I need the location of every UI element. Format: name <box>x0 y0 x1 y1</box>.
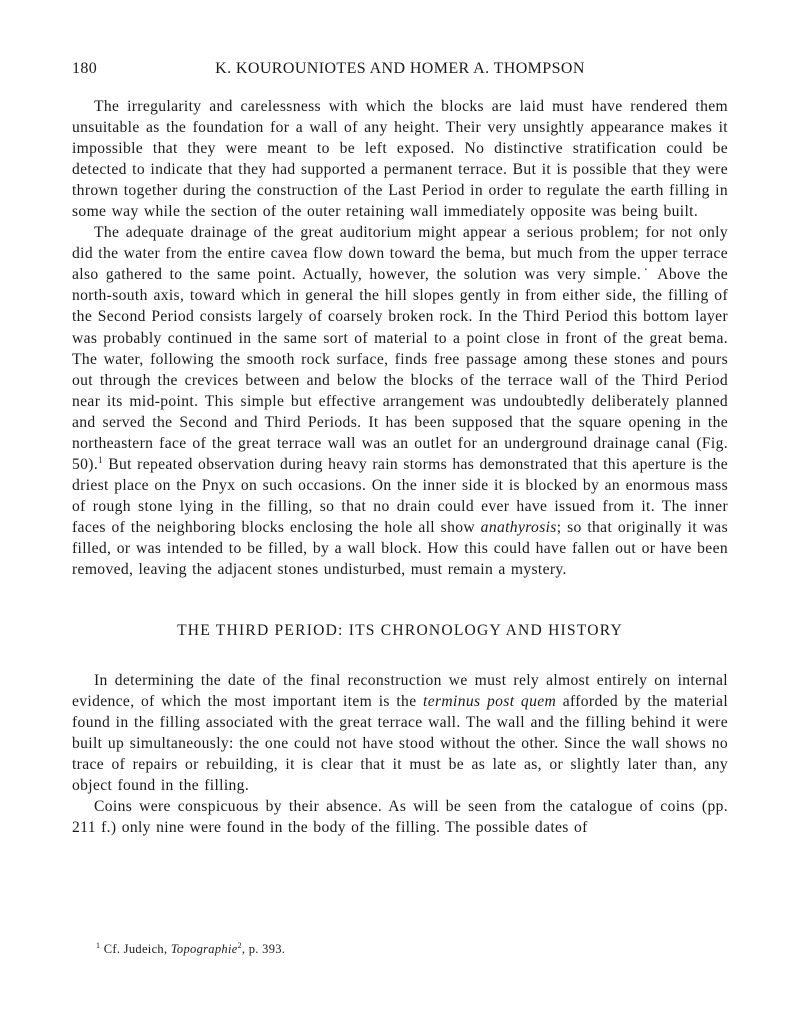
paragraph-3-part-2: afforded by the material found in the filling associated with the great terrace wall. The wall and the filling behind it were built up simultaneously: the one could not have stood without the other. Since the wall shows no trace of repairs or rebuilding, it is clear that it must be as late as, or slightly later than, any object found in the filling. <box>72 693 728 795</box>
italic-term-anathyrosis: anathyrosis <box>480 518 557 536</box>
footnote-mark: 1 <box>96 940 101 950</box>
paragraph-4: Coins were conspicuous by their absence. As will be seen from the catalogue of coins (pp. 211 f.) only nine were found in the body of the filling. The possible dates of <box>72 798 728 837</box>
footnote <box>96 942 726 957</box>
paragraph-3 <box>72 670 728 796</box>
section-heading: THE THIRD PERIOD: ITS CHRONOLOGY AND HISTORY <box>177 622 623 640</box>
footnote-italic-title: Topographie <box>170 942 238 956</box>
page-number: 180 <box>72 60 98 77</box>
paragraph-2 <box>72 222 728 580</box>
running-title: K. KOUROUNIOTES AND HOMER A. THOMPSON <box>215 60 585 77</box>
paragraph-3-part-1: In determining the date of the final reconstruction we must rely almost entirely on internal evidence, of which the most important item is the <box>72 672 728 711</box>
footnote-reference[interactable]: 1 <box>98 454 103 465</box>
paragraph-2-part-3: ; so that originally it was filled, or was intended to be filled, by a wall block. How this could have fallen out or have been removed, leaving the adjacent stones undisturbed, must remain a mystery. <box>72 518 728 579</box>
paragraph-2-part-2: But repeated observation during heavy rain storms has demonstrated that this aperture is the driest place on the Pnyx on such occasions. On the inner side it is blocked by an enormous mass of rough stone lying in the filling, so that no drain could ever have issued from it. The inner faces of the neighboring blocks enclosing the hole all show <box>72 455 728 536</box>
page-content <box>72 60 728 838</box>
running-head <box>72 60 728 86</box>
footnote-text-1: Cf. Judeich, <box>100 942 171 956</box>
italic-term-terminus: terminus post quem <box>423 693 557 711</box>
paragraph-2-part-1: The adequate drainage of the great auditorium might appear a serious problem; for not only did the water from the entire cavea flow down toward the bema, but much from the upper terrace also gathered to the same point. Actually, however, the solution was very simple.˙ Above the north-south axis, toward which in general the hill slopes gently in from either side, the filling of the Second Period consists largely of coarsely broken rock. In the Third Period this bottom layer was probably continued in the same sort of material to a point close in front of the great bema. The water, following the smooth rock surface, finds free passage among these stones and pours out through the crevices between and below the blocks of the terrace wall of the Third Period near its mid-point. This simple but effective arrangement was undoubtedly deliberately planned and served the Second and Third Periods. It has been supposed that the square opening in the northeastern face of the great terrace wall was an outlet for an underground drainage canal (Fig. 50). <box>72 224 728 473</box>
paragraph-1: The irregularity and carelessness with which the blocks are laid must have rendered them unsuitable as the foundation for a wall of any height. Their very unsightly appearance makes it impossible that they were meant to be left exposed. No distinctive stratification could be detected to indicate that they had supported a permanent terrace. But it is possible that they were thrown together during the construction of the Last Period in order to regulate the earth filling in some way while the section of the outer retaining wall immediately opposite was being built. <box>72 98 728 221</box>
footnote-edition-superscript: 2 <box>237 940 242 950</box>
footnote-text-2: , p. 393. <box>241 942 286 956</box>
body-text <box>72 96 728 838</box>
